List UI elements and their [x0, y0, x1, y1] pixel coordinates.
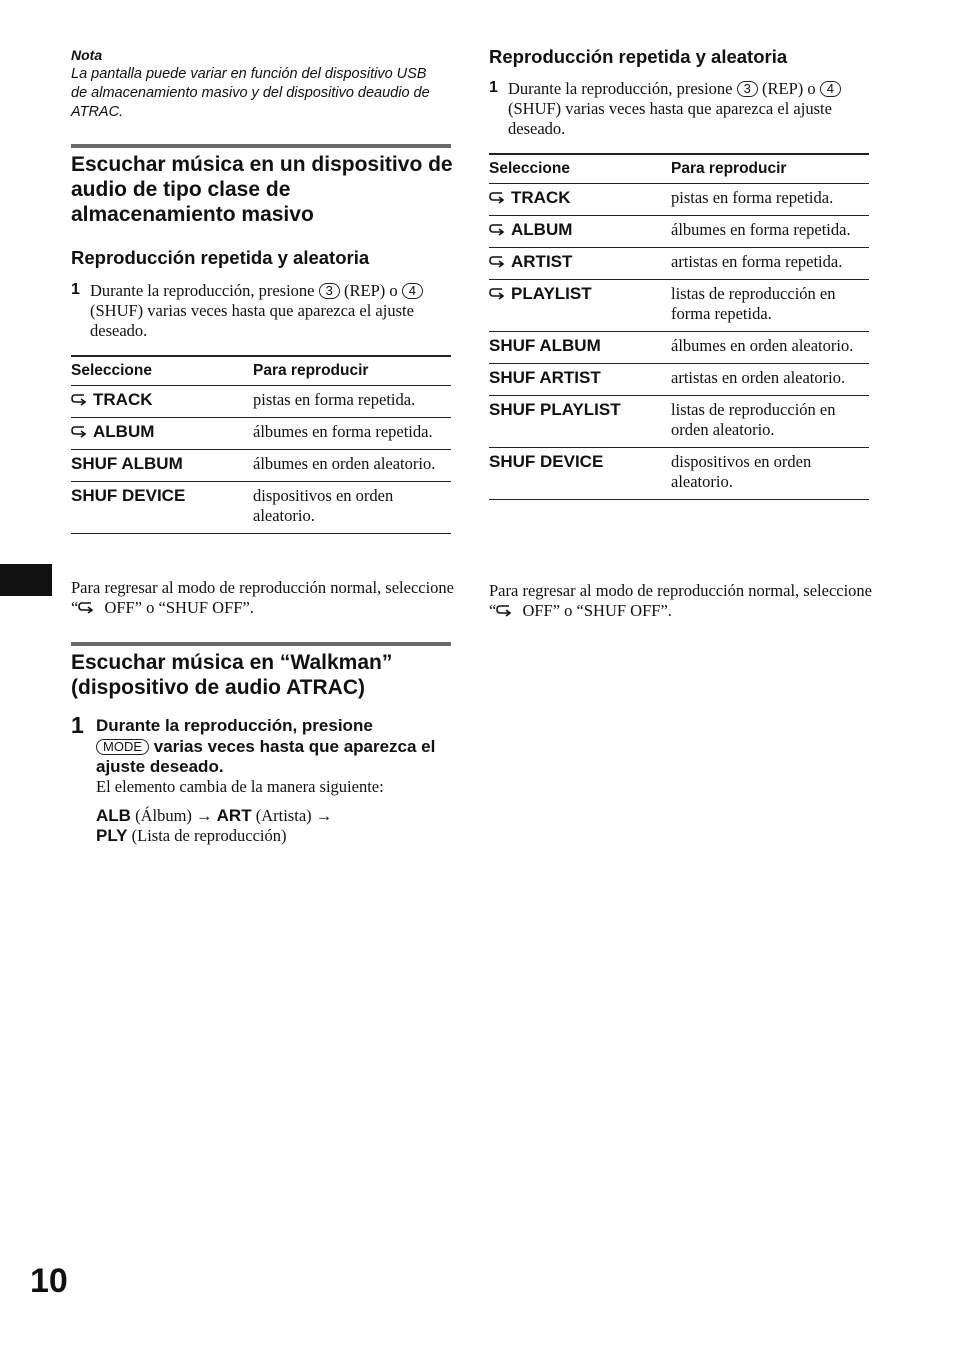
key-3-button-label: 3: [319, 283, 340, 299]
mode-button-label: MODE: [96, 739, 149, 755]
note-title: Nota: [71, 47, 103, 63]
select-option-cell: [489, 280, 671, 332]
select-option-label: ARTIST: [511, 252, 573, 271]
step-number: 1: [489, 79, 498, 96]
step-number: 1: [71, 712, 84, 738]
header-select: Seleccione: [71, 356, 253, 386]
repeat-icon: [489, 255, 505, 268]
repeat-icon: [78, 601, 94, 614]
section-divider: [71, 642, 451, 646]
select-option-cell: [489, 448, 671, 500]
select-option-label: SHUF ALBUM: [489, 336, 601, 355]
arrow-right-icon: →: [196, 806, 213, 825]
key-4-button-label: 4: [402, 283, 423, 299]
select-option-cell: [489, 216, 671, 248]
repeat-icon: [71, 393, 87, 406]
play-description-cell: pistas en forma repetida.: [671, 184, 869, 216]
repeat-icon: [489, 223, 505, 236]
subtitle-repeat-shuffle: Reproducción repetida y aleatoria: [71, 247, 370, 268]
play-description-cell: listas de reproducción en forma repetida.: [671, 280, 869, 332]
step-1-instruction: 1 Durante la reproducción, presione 3 (REP) o 4 (SHUF) varias veces hasta que aparezca el ajuste deseado.: [489, 79, 869, 139]
select-option-label: ALBUM: [511, 220, 573, 239]
select-option-cell: [489, 396, 671, 448]
table-row: [71, 450, 451, 482]
table-row: [489, 364, 869, 396]
table-row: [71, 386, 451, 418]
select-option-label: PLAYLIST: [511, 284, 592, 303]
play-description-cell: dispositivos en orden aleatorio.: [253, 486, 394, 525]
table-row: [489, 332, 869, 364]
repeat-icon: [71, 425, 87, 438]
select-option-cell: [489, 184, 671, 216]
subtitle-repeat-shuffle: Reproducción repetida y aleatoria: [489, 46, 788, 67]
select-option-cell: [489, 332, 671, 364]
section-title-mass-storage: Escuchar música en un dispositivo de audio de tipo clase de almacenamiento masivo: [71, 153, 453, 226]
table-row: [71, 482, 451, 534]
select-option-label: SHUF DEVICE: [489, 452, 604, 471]
play-description-cell: listas de reproducción en orden aleatorio.: [671, 396, 869, 448]
select-option-label: SHUF PLAYLIST: [489, 400, 621, 419]
select-option-cell: [71, 450, 253, 482]
table-row: [489, 216, 869, 248]
repeat-icon: [496, 604, 512, 617]
table-header-row: [489, 154, 869, 184]
table-row: [489, 248, 869, 280]
section-title-walkman: Escuchar música en “Walkman” (dispositivo de audio ATRAC): [71, 651, 393, 699]
table-header-row: [71, 356, 451, 386]
play-description-cell: artistas en orden aleatorio.: [671, 364, 869, 396]
select-option-label: SHUF ARTIST: [489, 368, 601, 387]
repeat-icon: [489, 287, 505, 300]
play-description-cell: álbumes en forma repetida.: [671, 216, 869, 248]
step-number: 1: [71, 281, 80, 298]
section-tab-marker: [0, 564, 52, 596]
table-row: [489, 448, 869, 500]
select-option-label: ALBUM: [93, 422, 155, 441]
arrow-right-icon: →: [315, 806, 333, 825]
play-description-cell: álbumes en orden aleatorio.: [253, 450, 451, 482]
play-description-cell: artistas en forma repetida.: [671, 248, 869, 280]
select-option-label: TRACK: [93, 390, 153, 409]
options-table-walkman: [489, 153, 869, 500]
step-1-walkman-instruction: Durante la reproducción, presione MODE varias veces hasta que aparezca el ajuste deseado.: [96, 716, 436, 776]
select-option-cell: [71, 386, 253, 418]
play-description-cell: dispositivos en orden aleatorio.: [671, 452, 812, 491]
header-play: Para reproducir: [671, 154, 869, 184]
select-option-label: TRACK: [511, 188, 571, 207]
play-description-cell: álbumes en forma repetida.: [253, 418, 451, 450]
section-divider: [71, 144, 451, 148]
play-description-cell: pistas en forma repetida.: [253, 386, 451, 418]
select-option-label: SHUF ALBUM: [71, 454, 183, 473]
key-4-button-label: 4: [820, 81, 841, 97]
step-description: El elemento cambia de la manera siguiente:: [96, 777, 384, 796]
table-row: [489, 184, 869, 216]
options-table-mass-storage: [71, 355, 451, 534]
select-option-cell: [71, 482, 253, 534]
return-normal-text: Para regresar al modo de reproducción normal, seleccione “ OFF” o “SHUF OFF”.: [489, 581, 872, 620]
select-option-cell: [71, 418, 253, 450]
step-1-instruction: 1 Durante la reproducción, presione 3 (REP) o 4 (SHUF) varias veces hasta que aparezca el ajuste deseado.: [71, 281, 451, 341]
table-row: [71, 418, 451, 450]
repeat-icon: [489, 191, 505, 204]
key-3-button-label: 3: [737, 81, 758, 97]
note-text: La pantalla puede variar en función del dispositivo USB de almacenamiento masivo y del dispositivo deaudio de ATRAC.: [71, 66, 430, 120]
header-select: Seleccione: [489, 154, 671, 184]
select-option-cell: [489, 364, 671, 396]
display-sequence: ALB (Álbum) → ART (Artista) → PLY (Lista de reproducción): [96, 806, 333, 845]
page-number: 10: [30, 1262, 68, 1300]
table-row: [489, 280, 869, 332]
table-row: [489, 396, 869, 448]
header-play: Para reproducir: [253, 356, 451, 386]
select-option-label: SHUF DEVICE: [71, 486, 186, 505]
select-option-cell: [489, 248, 671, 280]
play-description-cell: álbumes en orden aleatorio.: [671, 332, 869, 364]
return-normal-text: Para regresar al modo de reproducción normal, seleccione “ OFF” o “SHUF OFF”.: [71, 578, 454, 617]
